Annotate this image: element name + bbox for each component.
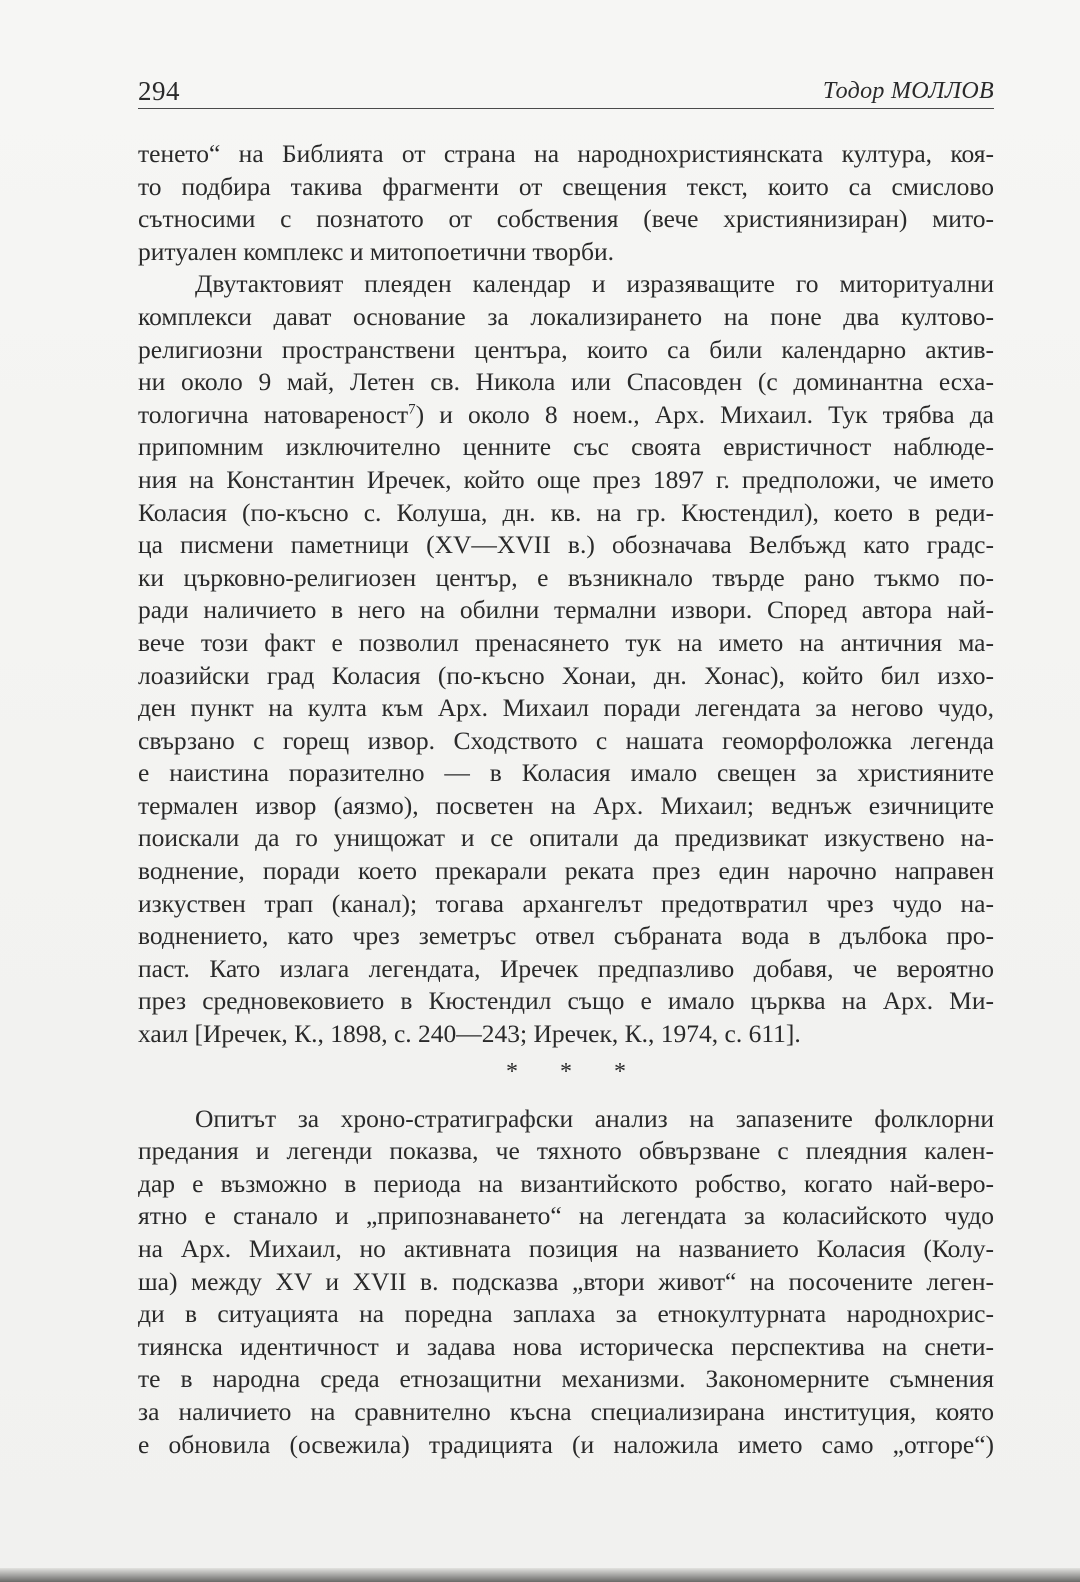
- body-text: [138, 138, 994, 1461]
- paragraph: [138, 268, 994, 1050]
- text-line: сътносими с познатото от собствения (вече християнизиран) мито-: [138, 204, 994, 234]
- text-line: термален извор (аязмо), посветен на Арх. Михаил; веднъж езичниците: [138, 790, 994, 820]
- text-line: дар е възможно в периода на византийското робство, когато най-веро-: [138, 1168, 994, 1198]
- paragraph: [138, 1103, 994, 1462]
- text-line: ша) между XV и XVII в. подсказва „втори живот“ на посочените леген-: [138, 1266, 994, 1296]
- text-line: паст. Като излага легендата, Иречек предпазливо добавя, че вероятно: [138, 953, 994, 983]
- text-line: предания и легенди показва, че тяхното обвързване с плеядния кален-: [138, 1136, 994, 1166]
- text-line: ради наличието в него на обилни термални извори. Според автора най-: [138, 595, 994, 625]
- text-line: за наличието на сравнително късна специализирана институция, която: [138, 1396, 994, 1426]
- text-line: през средновековието в Кюстендил също е имало църква на Арх. Ми-: [138, 986, 994, 1016]
- text-line: на Арх. Михаил, но активната позиция на названието Коласия (Колу-: [138, 1234, 994, 1263]
- text-line: те в народна среда етнозащитни механизми. Закономерните съмнения: [138, 1364, 994, 1394]
- text-line: припомним изключително ценните със своята евристичност наблюде-: [138, 432, 994, 462]
- page-bottom-shadow: [0, 1568, 1080, 1582]
- text-line: воднението, като чрез земетръс отвел събраната вода в дълбока про-: [138, 921, 994, 951]
- text-line: вече този факт е позволил пренасянето тук на името на античния ма-: [138, 627, 994, 657]
- text-line: то подбира такива фрагменти от свещения текст, които са смислово: [138, 171, 994, 201]
- footnote-marker[interactable]: 7: [408, 401, 416, 418]
- page-number: 294: [138, 76, 180, 106]
- text-line: ки църковно-религиозен център, е възникнало твърде рано тъкмо по-: [138, 562, 994, 592]
- text-line: хаил [Иречек, К., 1898, с. 240—243; Иречек, К., 1974, с. 611].: [138, 1019, 801, 1049]
- text-segment: ) и около 8 ноем., Арх. Михаил. Тук трябва да: [415, 399, 994, 429]
- text-line-with-footnote: [138, 399, 994, 432]
- text-line: ни около 9 май, Летен св. Никола или Спасовден (с доминантна есха-: [138, 367, 994, 397]
- section-separator: * * *: [506, 1058, 644, 1085]
- text-line: е наистина поразително — в Коласия имало свещен за християните: [138, 758, 994, 788]
- text-line: ца писмени паметници (XV—XVII в.) обозначава Велбъжд като градс-: [138, 530, 994, 560]
- text-line: ритуален комплекс и митопоетични творби.: [138, 236, 615, 266]
- text-line: Опитът за хроно-стратиграфски анализ на запазените фолклорни: [195, 1103, 994, 1133]
- paragraph: [138, 138, 994, 268]
- text-line: Коласия (по-късно с. Колуша, дн. кв. на гр. Кюстендил), което в реди-: [138, 497, 994, 527]
- text-line: тенето“ на Библията от страна на народнохристиянската култура, коя-: [138, 139, 994, 168]
- text-line: тиянска идентичност и задава нова историческа перспектива на снети-: [138, 1331, 994, 1361]
- text-line: е обновила (освежила) традицията (и наложила името само „отгоре“): [138, 1429, 994, 1459]
- running-head-author: Тодор МОЛЛОВ: [822, 78, 994, 104]
- text-line: ятно е станало и „припознаването“ на легендата за коласийското чудо: [138, 1201, 994, 1231]
- text-segment: тологична натовареност: [138, 399, 409, 429]
- text-line: Двутактовият плеяден календар и изразяващите го миторитуални: [195, 269, 994, 299]
- text-line: ден пункт на култа към Арх. Михаил поради легендата за негово чудо,: [138, 693, 994, 723]
- text-line: комплекси дават основание за локализирането на поне два култово-: [138, 301, 994, 331]
- text-line: изкуствен трап (канал); тогава архангелът предотвратил чрез чудо на-: [138, 888, 994, 918]
- page-header: [138, 72, 994, 109]
- text-line: поискали да го унищожат и се опитали да предизвикат изкуствено на-: [138, 823, 994, 853]
- text-line: ния на Константин Иречек, който още през 1897 г. предположи, че името: [138, 464, 994, 494]
- text-line: лоазийски град Коласия (по-късно Хонаи, дн. Хонас), който бил изхо-: [138, 660, 994, 690]
- text-line: свързано с горещ извор. Сходството с нашата геоморфоложка легенда: [138, 725, 994, 755]
- text-line: религиозни пространствени центъра, които са били календарно актив-: [138, 334, 994, 364]
- text-line: воднение, поради което прекарали реката през един нарочно направен: [138, 856, 994, 886]
- text-line: ди в ситуацията на поредна заплаха за етнокултурната народнохрис-: [138, 1299, 994, 1329]
